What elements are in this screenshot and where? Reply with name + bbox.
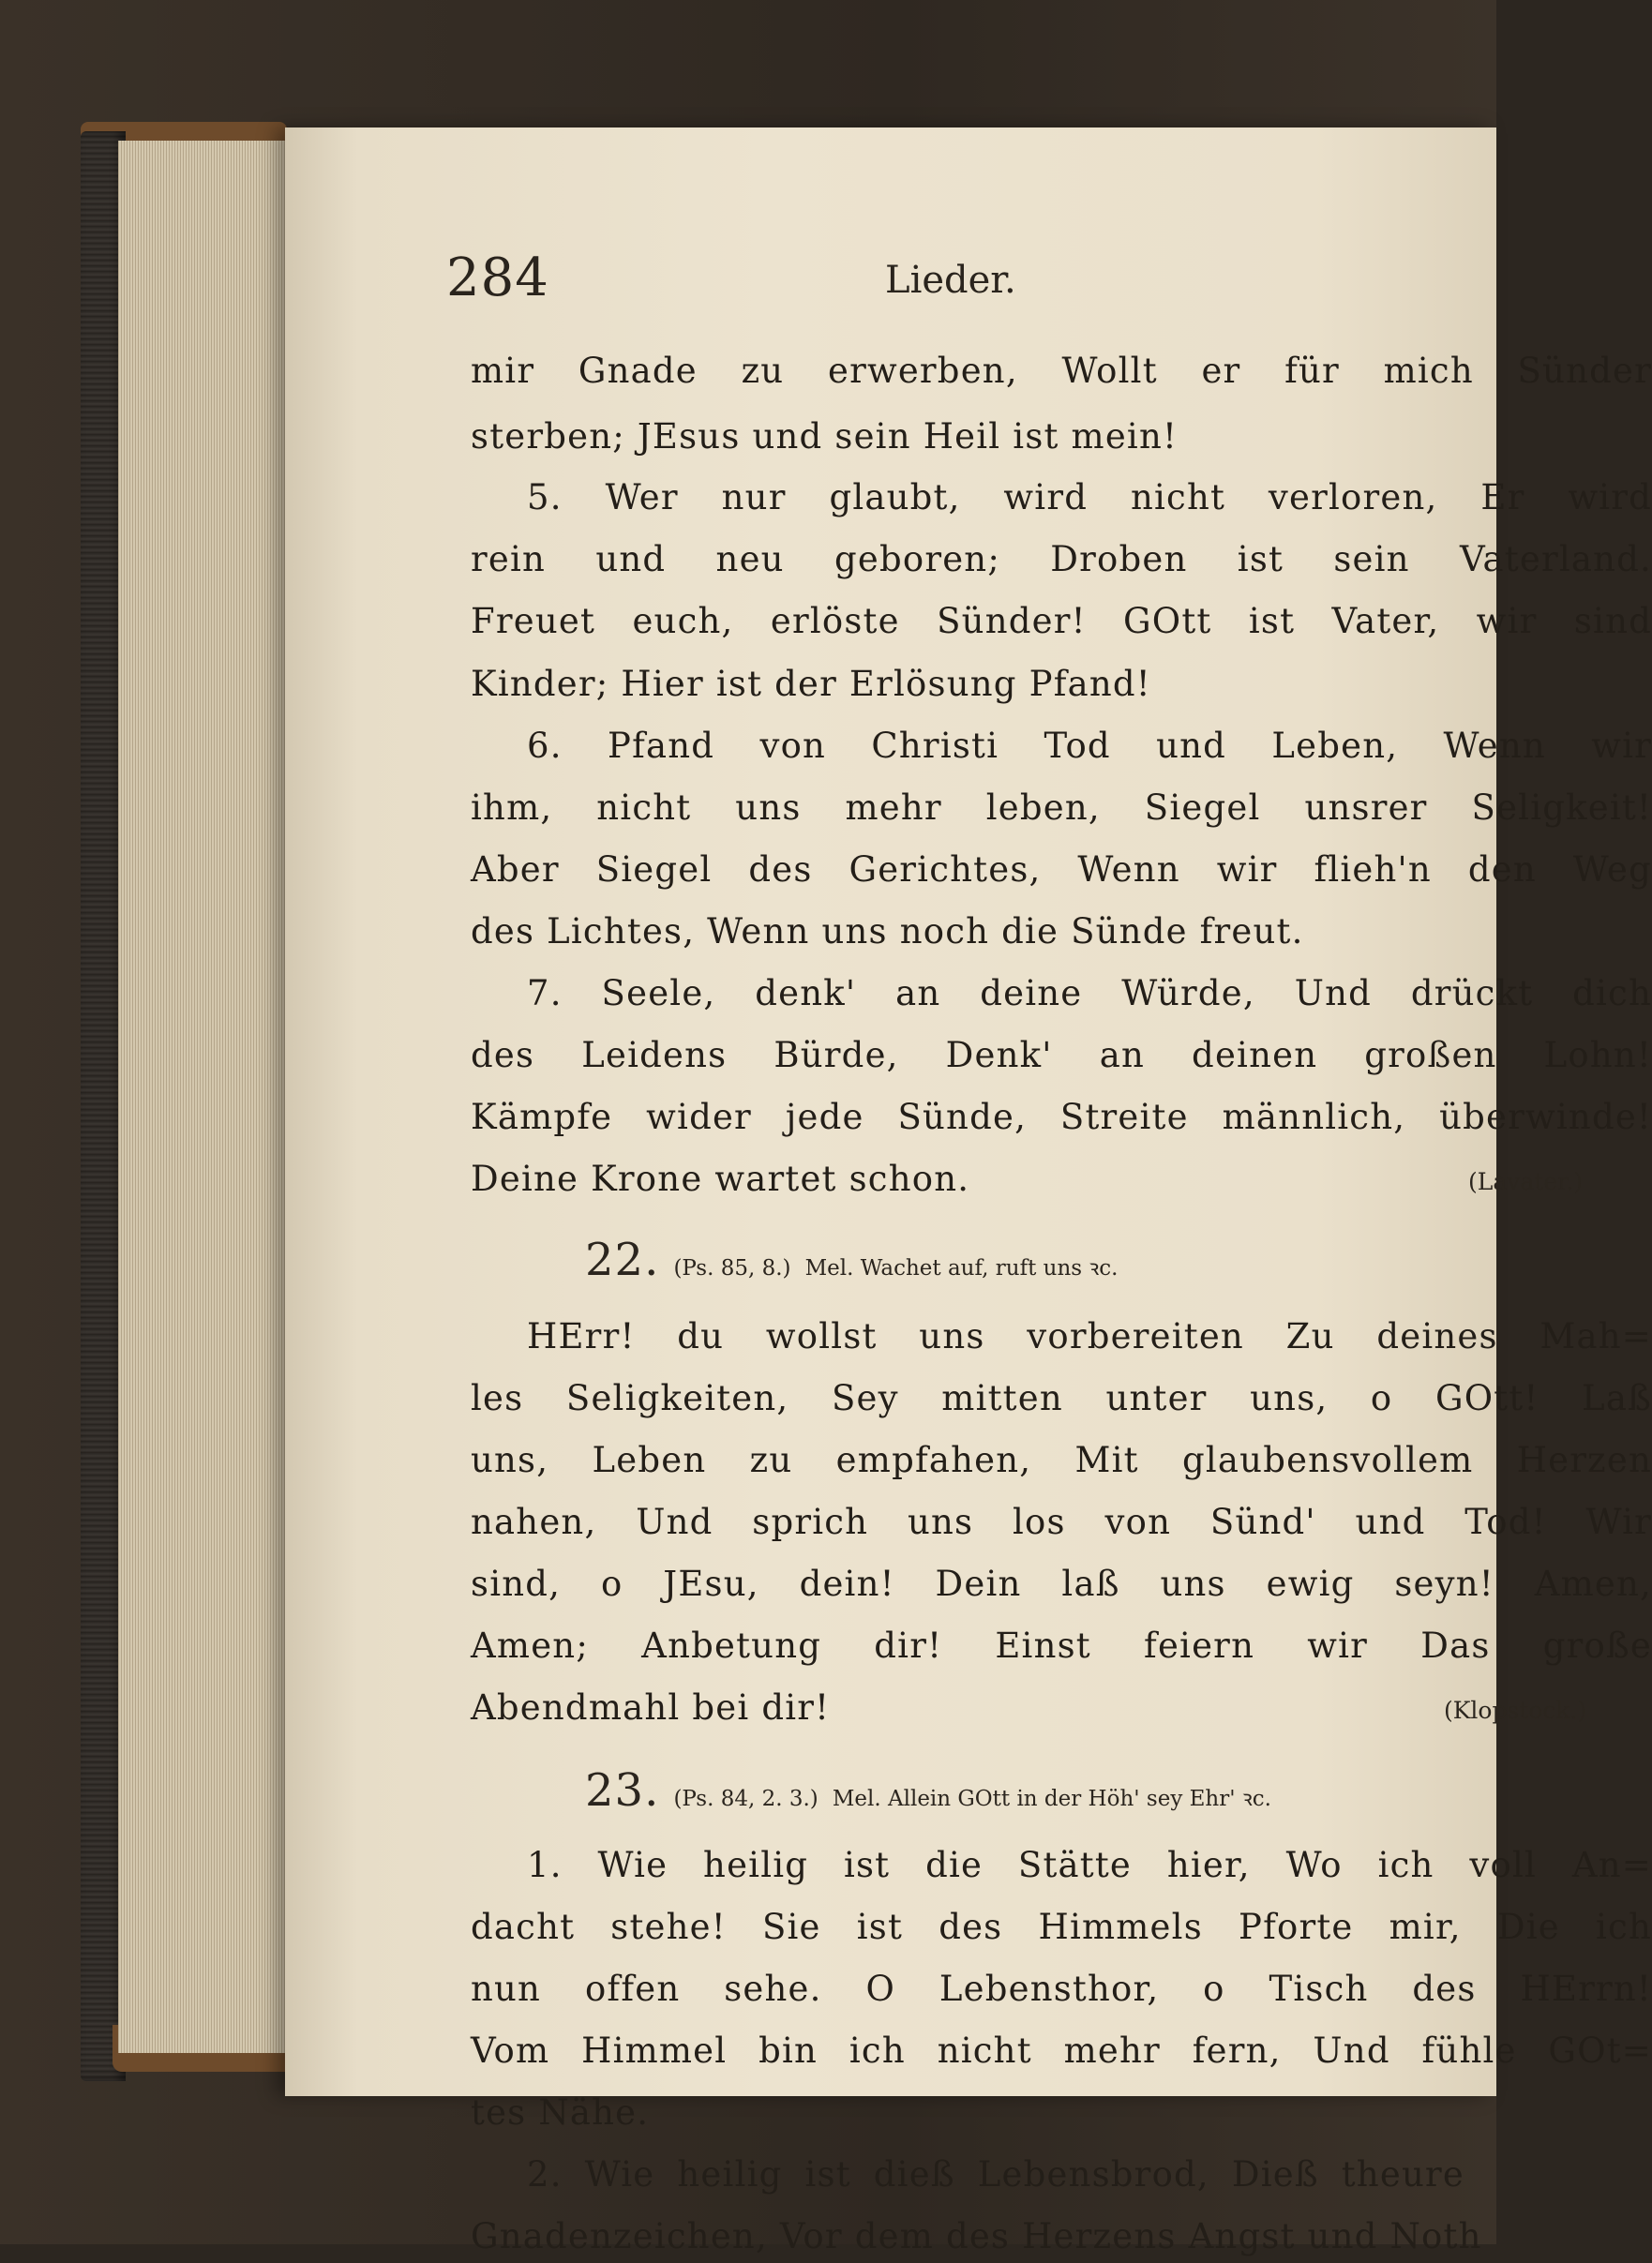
text-line: des Leidens Bürde, Denk' an deinen großen Lohn! xyxy=(471,1035,1652,1075)
text-line: 6. Pfand von Christi Tod und Leben, Wenn wir xyxy=(527,726,1652,766)
attribution: (Klopstock.) xyxy=(1444,1697,1587,1724)
text-line: 7. Seele, denk' an deine Würde, Und drückt dich xyxy=(527,973,1652,1013)
text-line: Abendmahl bei dir! xyxy=(471,1687,831,1728)
text-line: Freuet euch, erlöste Sünder! GOtt ist Vater, wir sind xyxy=(471,601,1652,641)
text-line: 5. Wer nur glaubt, wird nicht verloren, Er wird xyxy=(527,477,1652,517)
psalm-reference: (Ps. 85, 8.) xyxy=(673,1256,791,1281)
text-line: Aber Siegel des Gerichtes, Wenn wir flieh'n den Weg xyxy=(471,849,1652,890)
text-line: les Seligkeiten, Sey mitten unter uns, o GOtt! Laß xyxy=(471,1378,1652,1418)
song-heading xyxy=(585,1764,1271,1817)
text-line: tes Nähe. xyxy=(471,2092,650,2133)
text-line: nun offen sehe. O Lebensthor, o Tisch des HErrn! xyxy=(471,1969,1652,2009)
text-line: uns, Leben zu empfahen, Mit glaubensvollem Herzen xyxy=(471,1440,1652,1480)
text-line: sind, o JEsu, dein! Dein laß uns ewig seyn! Amen, xyxy=(471,1564,1652,1604)
running-head: Lieder. xyxy=(885,259,1016,302)
page-number: 284 xyxy=(446,247,549,308)
melody-reference: Mel. Wachet auf, ruft uns ꝛc. xyxy=(804,1256,1119,1281)
song-number: 22. xyxy=(585,1234,660,1286)
book-page xyxy=(285,127,1652,2133)
text-line: Deine Krone wartet schon. xyxy=(471,1159,970,1199)
text-line: 2. Wie heilig ist dieß Lebensbrod, Dieß theure xyxy=(527,2154,1464,2195)
text-line: mir Gnade zu erwerben, Wollt er für mich Sünder xyxy=(471,351,1652,391)
song-number: 23. xyxy=(585,1764,660,1817)
text-line: dacht stehe! Sie ist des Himmels Pforte mir, Die ich xyxy=(471,1907,1652,1947)
psalm-reference: (Ps. 84, 2. 3.) xyxy=(673,1787,818,1811)
text-line: ihm, nicht uns mehr leben, Siegel unsrer Seligkeit! xyxy=(471,787,1652,828)
page-edges-texture xyxy=(118,141,306,2053)
text-line: sterben; JEsus und sein Heil ist mein! xyxy=(471,416,1179,457)
melody-reference: Mel. Allein GOtt in der Höh' sey Ehr' ꝛc. xyxy=(832,1787,1271,1811)
text-line: Amen; Anbetung dir! Einst feiern wir Das große xyxy=(471,1626,1652,1666)
song-heading xyxy=(585,1234,1119,1286)
text-line: 1. Wie heilig ist die Stätte hier, Wo ich voll An= xyxy=(527,1845,1652,1885)
text-line: Gnadenzeichen, Vor dem des Herzens Angst und Noth xyxy=(471,2216,1482,2256)
text-line: nahen, Und sprich uns los von Sünd' und Tod! Wir xyxy=(471,1502,1652,1542)
attribution: (Lavater.) xyxy=(1468,1168,1584,1195)
text-line: Kämpfe wider jede Sünde, Streite männlich, überwinde! xyxy=(471,1097,1652,1137)
text-line: HErr! du wollst uns vorbereiten Zu deines Mah= xyxy=(527,1316,1652,1356)
text-line: rein und neu geboren; Droben ist sein Vaterland. xyxy=(471,539,1652,579)
text-line: Vom Himmel bin ich nicht mehr fern, Und fühle GOt= xyxy=(471,2031,1652,2071)
text-line: Kinder; Hier ist der Erlösung Pfand! xyxy=(471,664,1151,704)
text-line: des Lichtes, Wenn uns noch die Sünde freut. xyxy=(471,911,1304,952)
